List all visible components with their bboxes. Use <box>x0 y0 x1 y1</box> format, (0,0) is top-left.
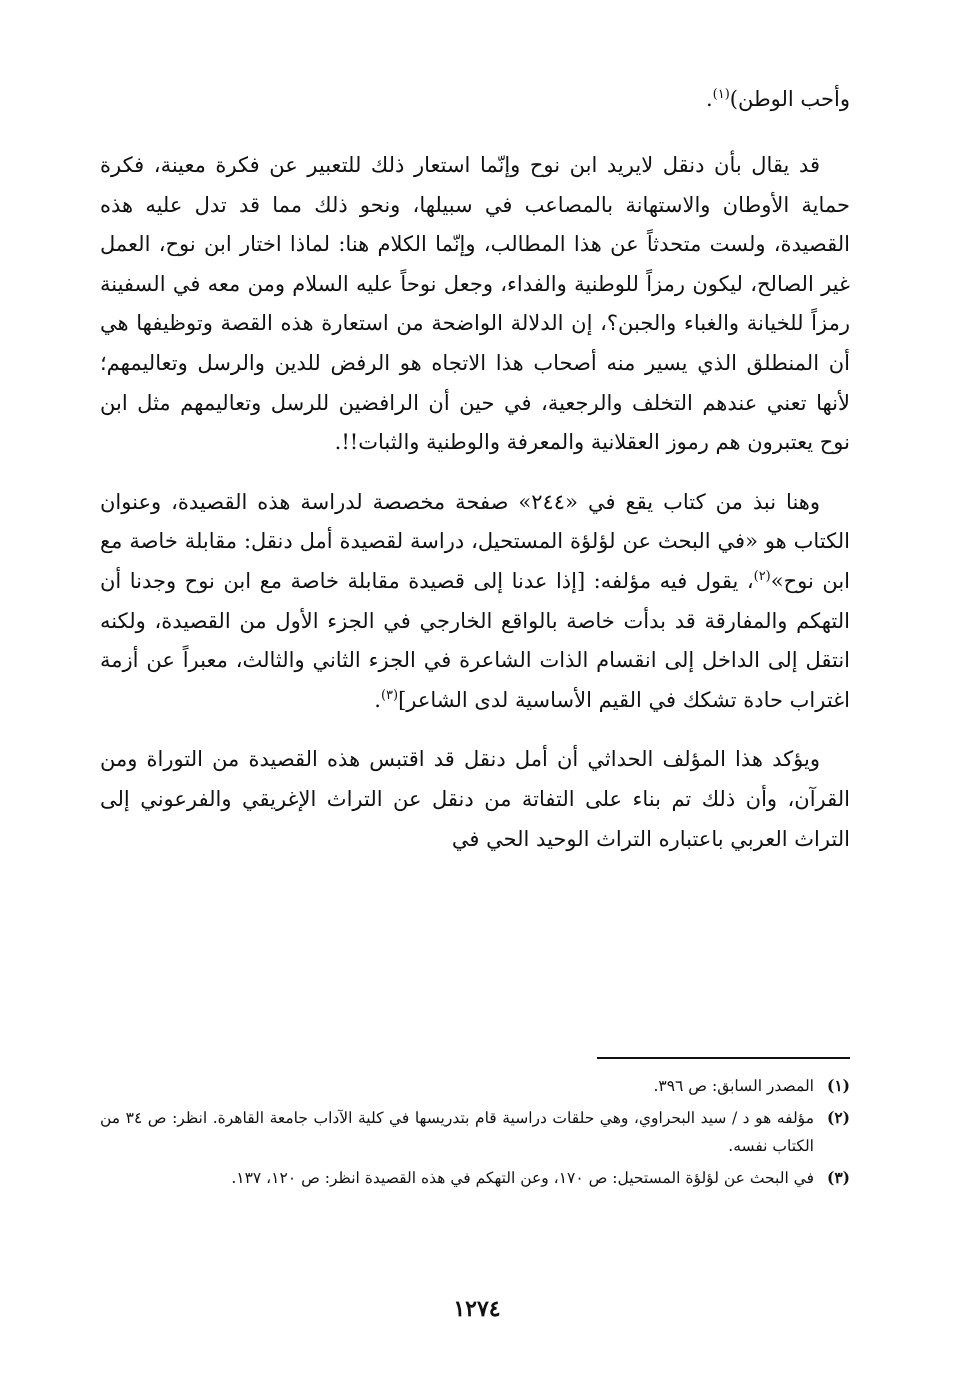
footnote-number: (١) <box>826 1076 850 1095</box>
footnote-ref-1[interactable]: (١) <box>712 87 730 102</box>
paragraph-2 <box>100 483 850 721</box>
footnote-item <box>100 1072 850 1100</box>
paragraph-2-part-2: ، يقول فيه مؤلفه: [إذا عدنا إلى قصيدة مقابلة خاصة مع ابن نوح وجدنا أن التهكم والمفارقة قد بدأت خاصة بالواقع الخارجي في الجزء الأول من القصيدة، ولكنه انتقل إلى الداخل إلى انقسام الذات الشاعرة في الجزء الثاني والثالث، معبراً عن أزمة اغتراب حادة تشكك في القيم الأساسية لدى الشاعر] <box>100 568 850 712</box>
footnote-item <box>100 1164 850 1192</box>
page-number: ١٢٧٤ <box>453 1296 501 1322</box>
paragraph-1: قد يقال بأن دنقل لايريد ابن نوح وإنّما استعار ذلك للتعبير عن فكرة معينة، فكرة حماية الأوطان والاستهانة بالمصاعب في سبيلها، ونحو ذلك مما قد تدل عليه هذه القصيدة، ولست متحدثاً عن هذا المطالب، وإنّما الكلام هنا: لماذا اختار ابن نوح، العمل غير الصالح، ليكون رمزاً للوطنية والفداء، وجعل نوحاً عليه السلام ومن معه في السفينة رمزاً للخيانة والغباء والجبن؟، إن الدلالة الواضحة من استعارة هذه القصة وتوظيفها هي أن المنطلق الذي يسير منه أصحاب هذا الاتجاه هو الرفض للدين والرسل وتعاليمهم؛ لأنها تعني عندهم التخلف والرجعية، في حين أن الرافضين للرسل وتعاليمهم مثل ابن نوح يعتبرون هم رموز العقلانية والمعرفة والوطنية والثبات!!. <box>100 153 850 455</box>
footnote-text: المصدر السابق: ص ٣٩٦. <box>653 1077 814 1095</box>
footnote-ref-3[interactable]: (٣) <box>380 687 399 703</box>
footnote-ref-2[interactable]: (٢) <box>753 568 771 584</box>
footnotes <box>100 1072 850 1196</box>
footnote-item <box>100 1104 850 1160</box>
footnote-text: مؤلفه هو د / سيد البحراوي، وهي حلقات دراسية قام بتدريسها في كلية الآداب جامعة القاهرة. انظر: ص ٣٤ من الكتاب نفسه. <box>100 1109 814 1155</box>
continuation-text: وأحب الوطن) <box>729 87 850 111</box>
page-body <box>100 78 850 859</box>
paragraph-3: ويؤكد هذا المؤلف الحداثي أن أمل دنقل قد اقتبس هذه القصيدة من التوراة ومن القرآن، وأن ذلك تم بناء على التفاتة من دنقل عن التراث الإغريقي والفرعوني إلى التراث العربي باعتباره التراث الوحيد الحي في <box>100 747 850 851</box>
footnote-text: في البحث عن لؤلؤة المستحيل: ص ١٧٠، وعن التهكم في هذه القصيدة انظر: ص ١٢٠، ١٣٧. <box>231 1169 814 1187</box>
continuation-line <box>100 78 850 120</box>
footnote-divider <box>597 1057 850 1059</box>
continuation-end: . <box>705 87 713 111</box>
footnote-number: (٢) <box>826 1108 850 1127</box>
paragraph-2-end: . <box>374 687 381 712</box>
paragraph-2-part-1: وهنا نبذ من كتاب يقع في «٢٤٤» صفحة مخصصة لدراسة هذه القصيدة، وعنوان الكتاب هو «في البحث عن لؤلؤة المستحيل، دراسة لقصيدة أمل دنقل: مقابلة خاصة مع ابن نوح» <box>100 489 851 593</box>
footnote-number: (٣) <box>826 1168 850 1187</box>
